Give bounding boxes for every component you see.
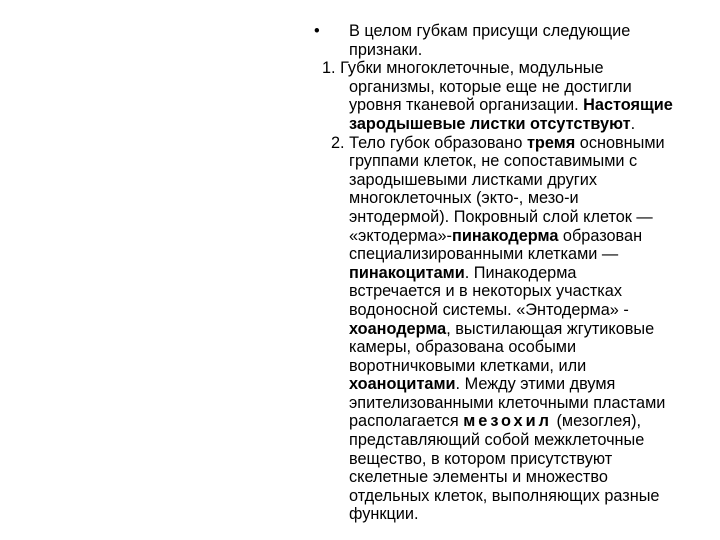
text-run: . Пинакодерма bbox=[464, 263, 577, 282]
text-run: уровня тканевой организации. bbox=[349, 96, 584, 115]
text-run: многоклеточных (экто-, мезо-и bbox=[349, 189, 579, 208]
text-run: . Между этими двумя bbox=[455, 375, 616, 394]
text-line bbox=[314, 22, 714, 41]
text-line bbox=[314, 115, 714, 134]
text-line bbox=[314, 227, 714, 246]
text-line bbox=[314, 96, 714, 115]
text-run: В целом губкам присущи следующие bbox=[349, 22, 631, 40]
bullet-icon: • bbox=[314, 22, 320, 40]
text-run-bold: зародышевые листки отсутствуют bbox=[349, 114, 631, 133]
text-line bbox=[314, 245, 714, 264]
text-run: группами клеток, не сопоставимыми с bbox=[349, 152, 638, 171]
text-line bbox=[314, 189, 714, 208]
text-run: водоносной системы. «Энтодерма» - bbox=[349, 300, 629, 319]
text-run: образован bbox=[558, 226, 643, 245]
text-run: организмы, которые еще не достигли bbox=[349, 77, 632, 96]
text-run: «эктодерма»- bbox=[349, 226, 452, 245]
text-run: эпителизованными клеточными пластами bbox=[349, 393, 666, 412]
text-run: 2. Тело губок образовано bbox=[331, 133, 527, 152]
text-line bbox=[314, 468, 714, 487]
text-run: воротничковыми клетками, или bbox=[349, 356, 587, 375]
text-line bbox=[314, 431, 714, 450]
text-run: встречается и в некоторых участках bbox=[349, 282, 622, 301]
text-line bbox=[314, 208, 714, 227]
text-line bbox=[314, 171, 714, 190]
text-line bbox=[314, 487, 714, 506]
text-line bbox=[314, 41, 714, 60]
text-run-bold-spaced: мезохил bbox=[463, 412, 552, 431]
text-run: 1. Губки многоклеточные, модульные bbox=[322, 59, 604, 78]
text-line bbox=[314, 338, 714, 357]
text-line bbox=[314, 505, 714, 524]
text-run-bold: тремя bbox=[526, 133, 576, 152]
text-run: , выстилающая жгутиковые bbox=[446, 319, 655, 338]
text-run: . bbox=[630, 114, 636, 133]
text-run: отдельных клеток, выполняющих разные bbox=[349, 486, 660, 505]
text-run: представляющий собой межклеточные bbox=[349, 431, 645, 450]
text-line bbox=[314, 301, 714, 320]
text-run-bold: пинакодерма bbox=[451, 226, 559, 245]
text-run-bold: Настоящие bbox=[583, 96, 673, 115]
text-line bbox=[314, 450, 714, 469]
text-run-bold: хоаноцитами bbox=[349, 375, 456, 394]
text-line bbox=[314, 78, 714, 97]
text-line bbox=[314, 134, 714, 153]
sponge-features-text bbox=[314, 22, 714, 524]
text-run-bold: хоанодерма bbox=[349, 319, 447, 338]
text-run: зародышевыми листками других bbox=[349, 170, 597, 189]
text-line bbox=[314, 152, 714, 171]
text-line bbox=[314, 282, 714, 301]
text-line bbox=[314, 59, 714, 78]
text-run: располагается bbox=[349, 412, 464, 431]
text-run: специализированными клетками — bbox=[349, 245, 619, 264]
text-line bbox=[314, 375, 714, 394]
text-line bbox=[314, 394, 714, 413]
text-line bbox=[314, 264, 714, 283]
text-line bbox=[314, 412, 714, 431]
text-line bbox=[314, 357, 714, 376]
text-line bbox=[314, 320, 714, 339]
text-run: функции. bbox=[349, 505, 419, 524]
text-run: вещество, в котором присутствуют bbox=[349, 449, 613, 468]
text-run: энтодермой). Покровный слой клеток — bbox=[349, 207, 653, 226]
text-run: основными bbox=[575, 133, 665, 152]
text-run-bold: пинакоцитами bbox=[349, 263, 465, 282]
text-run: скелетные элементы и множество bbox=[349, 468, 608, 487]
text-run: камеры, образована особыми bbox=[349, 338, 577, 357]
text-run: (мезоглея), bbox=[551, 412, 642, 431]
text-run: признаки. bbox=[349, 40, 423, 59]
